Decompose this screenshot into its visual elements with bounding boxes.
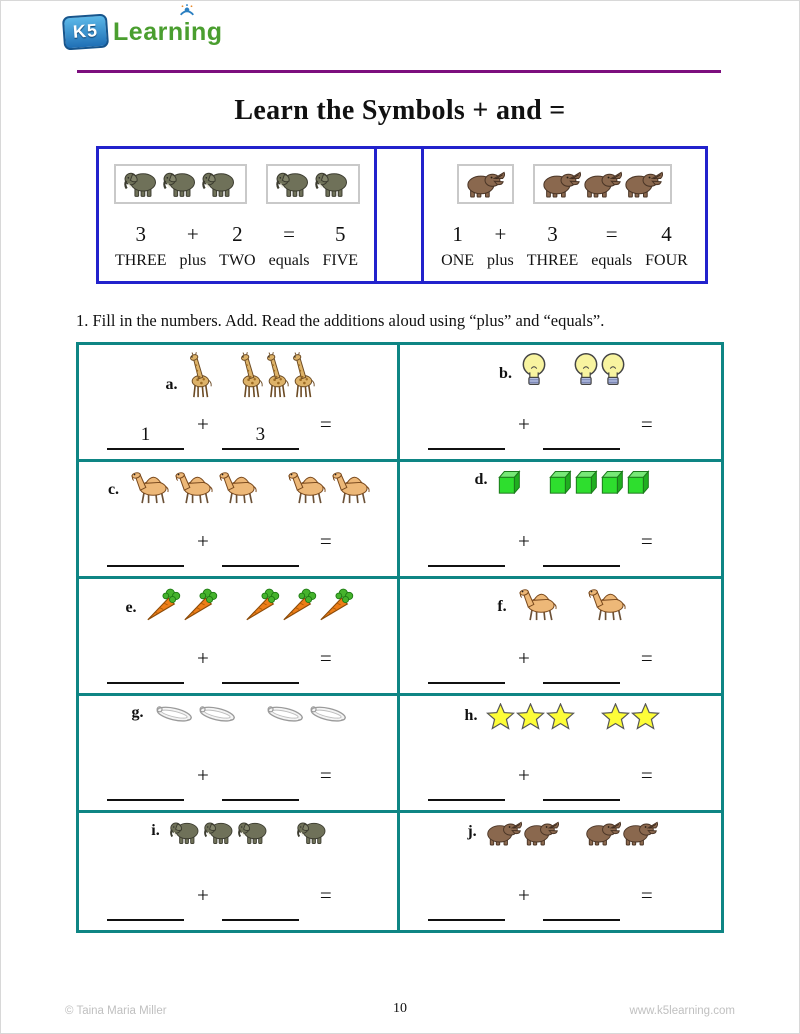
example-term [219,219,255,273]
example-term [441,219,474,273]
example-word: THREE [114,252,167,269]
copyright-text: © Taina Maria Miller [65,1005,167,1017]
example-equation [103,219,370,273]
example-term [487,219,514,273]
equals-sign: = [640,412,653,436]
object-group-2 [585,820,658,846]
exercise-grid [76,342,724,933]
elephant-icon [169,820,202,845]
example-term [645,219,688,273]
example-word: ONE [441,252,475,269]
k5-logo-badge: K5 [62,13,109,50]
exercise-cell [400,462,721,579]
exercise-label: j. [467,823,477,840]
picture-frame-group-1 [457,164,514,204]
plus-sign: + [518,883,530,907]
example-connector [377,146,421,284]
hippo-icon [622,820,658,846]
camel-icon [128,469,171,504]
object-row [412,820,713,846]
answer-blank-1[interactable] [107,773,184,801]
giraffe-icon [238,352,263,399]
website-link[interactable]: www.k5learning.com [629,1005,735,1017]
object-row [412,352,713,388]
answer-blank-2[interactable] [543,773,620,801]
exercise-cell [400,579,721,696]
equation-row [107,412,389,450]
object-row [412,469,713,494]
answer-blank-1[interactable] [107,656,184,684]
example-symbol: + [186,222,199,246]
example-word: FIVE [322,252,359,269]
exercise-cell [79,813,400,930]
answer-blank-2[interactable] [543,656,620,684]
object-row [412,703,713,730]
object-group-1 [169,820,270,845]
equals-sign: = [640,646,653,670]
example-term [115,219,167,273]
exercise-label: e. [125,599,137,616]
hippo-icon [466,170,505,198]
example-box-elephants [96,146,377,284]
example-term [269,219,310,273]
object-row [91,820,389,845]
example-term [322,219,358,273]
camel-icon [285,469,328,504]
example-word: TWO [219,252,256,269]
exercise-label: c. [107,481,120,498]
example-word: plus [179,252,207,269]
hippo-icon [583,170,622,198]
star-icon [601,703,630,730]
object-row [91,469,389,504]
object-group-1 [486,820,559,846]
object-group-2 [601,703,660,730]
header-divider [77,70,721,73]
answer-blank-2[interactable] [222,656,299,684]
example-word: equals [591,252,633,269]
answer-blank-2[interactable] [222,539,299,567]
instruction-text: 1. Fill in the numbers. Add. Read the additions aloud using “plus” and “equals”. [76,311,605,330]
hippo-icon [542,170,581,198]
answer-blank-2[interactable] [543,422,620,450]
camel-icon [516,586,559,621]
example-symbol: 4 [661,222,672,246]
answer-blank-2[interactable] [222,893,299,921]
elephant-icon [201,170,238,198]
exercise-label: d. [474,471,488,488]
cube-icon [496,469,521,494]
equals-sign: = [640,763,653,787]
bulb-icon [573,352,599,388]
hippo-icon [486,820,522,846]
camel-icon [216,469,259,504]
object-group-1 [516,586,559,621]
object-group-2 [573,352,626,388]
equation-row [428,412,713,450]
equals-sign: = [640,883,653,907]
exercise-cell [79,579,400,696]
object-group-2 [296,820,329,845]
exercise-label: g. [131,704,144,721]
plus-sign: + [197,529,209,553]
exercise-label: i. [151,822,160,839]
equals-sign: = [319,412,332,436]
equals-sign: = [319,646,332,670]
carrot-icon [319,586,355,622]
page-number: 10 [393,1001,407,1016]
object-group-2 [285,469,372,504]
equals-sign: = [640,529,653,553]
object-group-1 [521,352,547,388]
plus-sign: + [518,412,530,436]
cube-icon [547,469,572,494]
example-pictures [428,160,701,208]
object-group-1 [128,469,259,504]
plus-sign: + [197,646,209,670]
equals-sign: = [319,763,332,787]
exercise-label: f. [497,598,507,615]
example-term [180,219,207,273]
object-group-1 [496,469,521,494]
exercise-label: b. [499,365,512,382]
page-title: Learn the Symbols + and = [234,95,566,126]
star-icon [546,703,575,730]
object-group-2 [264,703,349,727]
carrot-icon [146,586,182,622]
cube-icon [625,469,650,494]
example-pictures [103,160,370,208]
pin-icon [264,703,306,727]
example-word: plus [487,252,514,269]
giraffe-icon [264,352,289,399]
object-group-1 [486,703,575,730]
equation-row [107,646,389,684]
answer-blank-1[interactable] [428,656,505,684]
giraffe-icon [187,352,212,399]
exercise-cell [400,345,721,462]
giraffe-icon [290,352,315,399]
plus-sign: + [197,763,209,787]
example-symbol: 3 [547,222,558,246]
plus-sign: + [197,883,209,907]
example-box-hippos [421,146,708,284]
picture-frame-group-2 [533,164,672,204]
footer [65,999,735,1017]
example-symbol: + [494,222,507,246]
equation-row [428,529,713,567]
pin-icon [196,703,238,727]
equation-row [428,763,713,801]
elephant-icon [314,170,351,198]
carrot-icon [282,586,318,622]
plus-sign: + [518,763,530,787]
example-word: FOUR [645,252,688,269]
plus-sign: + [518,529,530,553]
carrot-icon [245,586,281,622]
plus-sign: + [197,412,209,436]
object-group-1 [187,352,212,399]
camel-icon [329,469,372,504]
camel-icon [585,586,628,621]
object-row [91,586,389,622]
equals-sign: = [319,883,332,907]
equals-sign: = [319,529,332,553]
equation-row [428,646,713,684]
plus-sign: + [518,646,530,670]
elephant-icon [162,170,199,198]
k5-logo-text: Learning [113,17,223,46]
exercise-cell [79,345,400,462]
bulb-icon [521,352,547,388]
camel-icon [172,469,215,504]
picture-frame-group-1 [114,164,247,204]
answer-blank-1[interactable] [107,893,184,921]
exercise-cell [79,696,400,813]
elephant-icon [237,820,270,845]
exercise-label: a. [165,376,178,393]
equation-row [428,883,713,921]
elephant-icon [123,170,160,198]
object-row [412,586,713,621]
elephant-icon [203,820,236,845]
star-icon [516,703,545,730]
equation-row [107,883,389,921]
example-symbol: 3 [135,222,146,246]
equation-row [107,529,389,567]
example-term [527,219,579,273]
k5-learning-logo [63,15,223,49]
equation-row [107,763,389,801]
examples-section [96,146,799,284]
answer-blank-2[interactable] [543,539,620,567]
answer-blank-1[interactable] [428,422,505,450]
object-row [91,352,389,399]
answer-blank-2[interactable] [222,773,299,801]
object-row [91,703,389,727]
answer-blank-1[interactable] [428,539,505,567]
answer-blank-1[interactable] [428,773,505,801]
example-symbol: 2 [232,222,243,246]
carrot-icon [183,586,219,622]
object-group-1 [153,703,238,727]
logo-person-icon [177,4,197,22]
answer-blank-1[interactable] [107,539,184,567]
hippo-icon [585,820,621,846]
star-icon [486,703,515,730]
header [1,1,799,61]
picture-frame-group-2 [266,164,360,204]
example-symbol: = [605,222,618,246]
answer-blank-1[interactable]: 1 [107,422,184,450]
object-group-2 [547,469,650,494]
cube-icon [573,469,598,494]
example-symbol: 1 [452,222,463,246]
cube-icon [599,469,624,494]
answer-blank-1[interactable] [428,893,505,921]
example-equation [428,219,701,273]
pin-icon [153,703,195,727]
hippo-icon [523,820,559,846]
elephant-icon [275,170,312,198]
example-symbol: 5 [335,222,346,246]
example-symbol: = [283,222,295,246]
answer-blank-2[interactable]: 3 [222,422,299,450]
object-group-2 [585,586,628,621]
hippo-icon [624,170,663,198]
bulb-icon [600,352,626,388]
object-group-2 [238,352,315,399]
exercise-label: h. [464,707,478,724]
example-word: equals [268,252,310,269]
object-group-2 [245,586,355,622]
exercise-cell [400,813,721,930]
example-word: THREE [526,252,579,269]
pin-icon [307,703,349,727]
object-group-1 [146,586,219,622]
exercise-cell [400,696,721,813]
answer-blank-2[interactable] [543,893,620,921]
exercise-cell [79,462,400,579]
star-icon [631,703,660,730]
example-term [591,219,632,273]
elephant-icon [296,820,329,845]
